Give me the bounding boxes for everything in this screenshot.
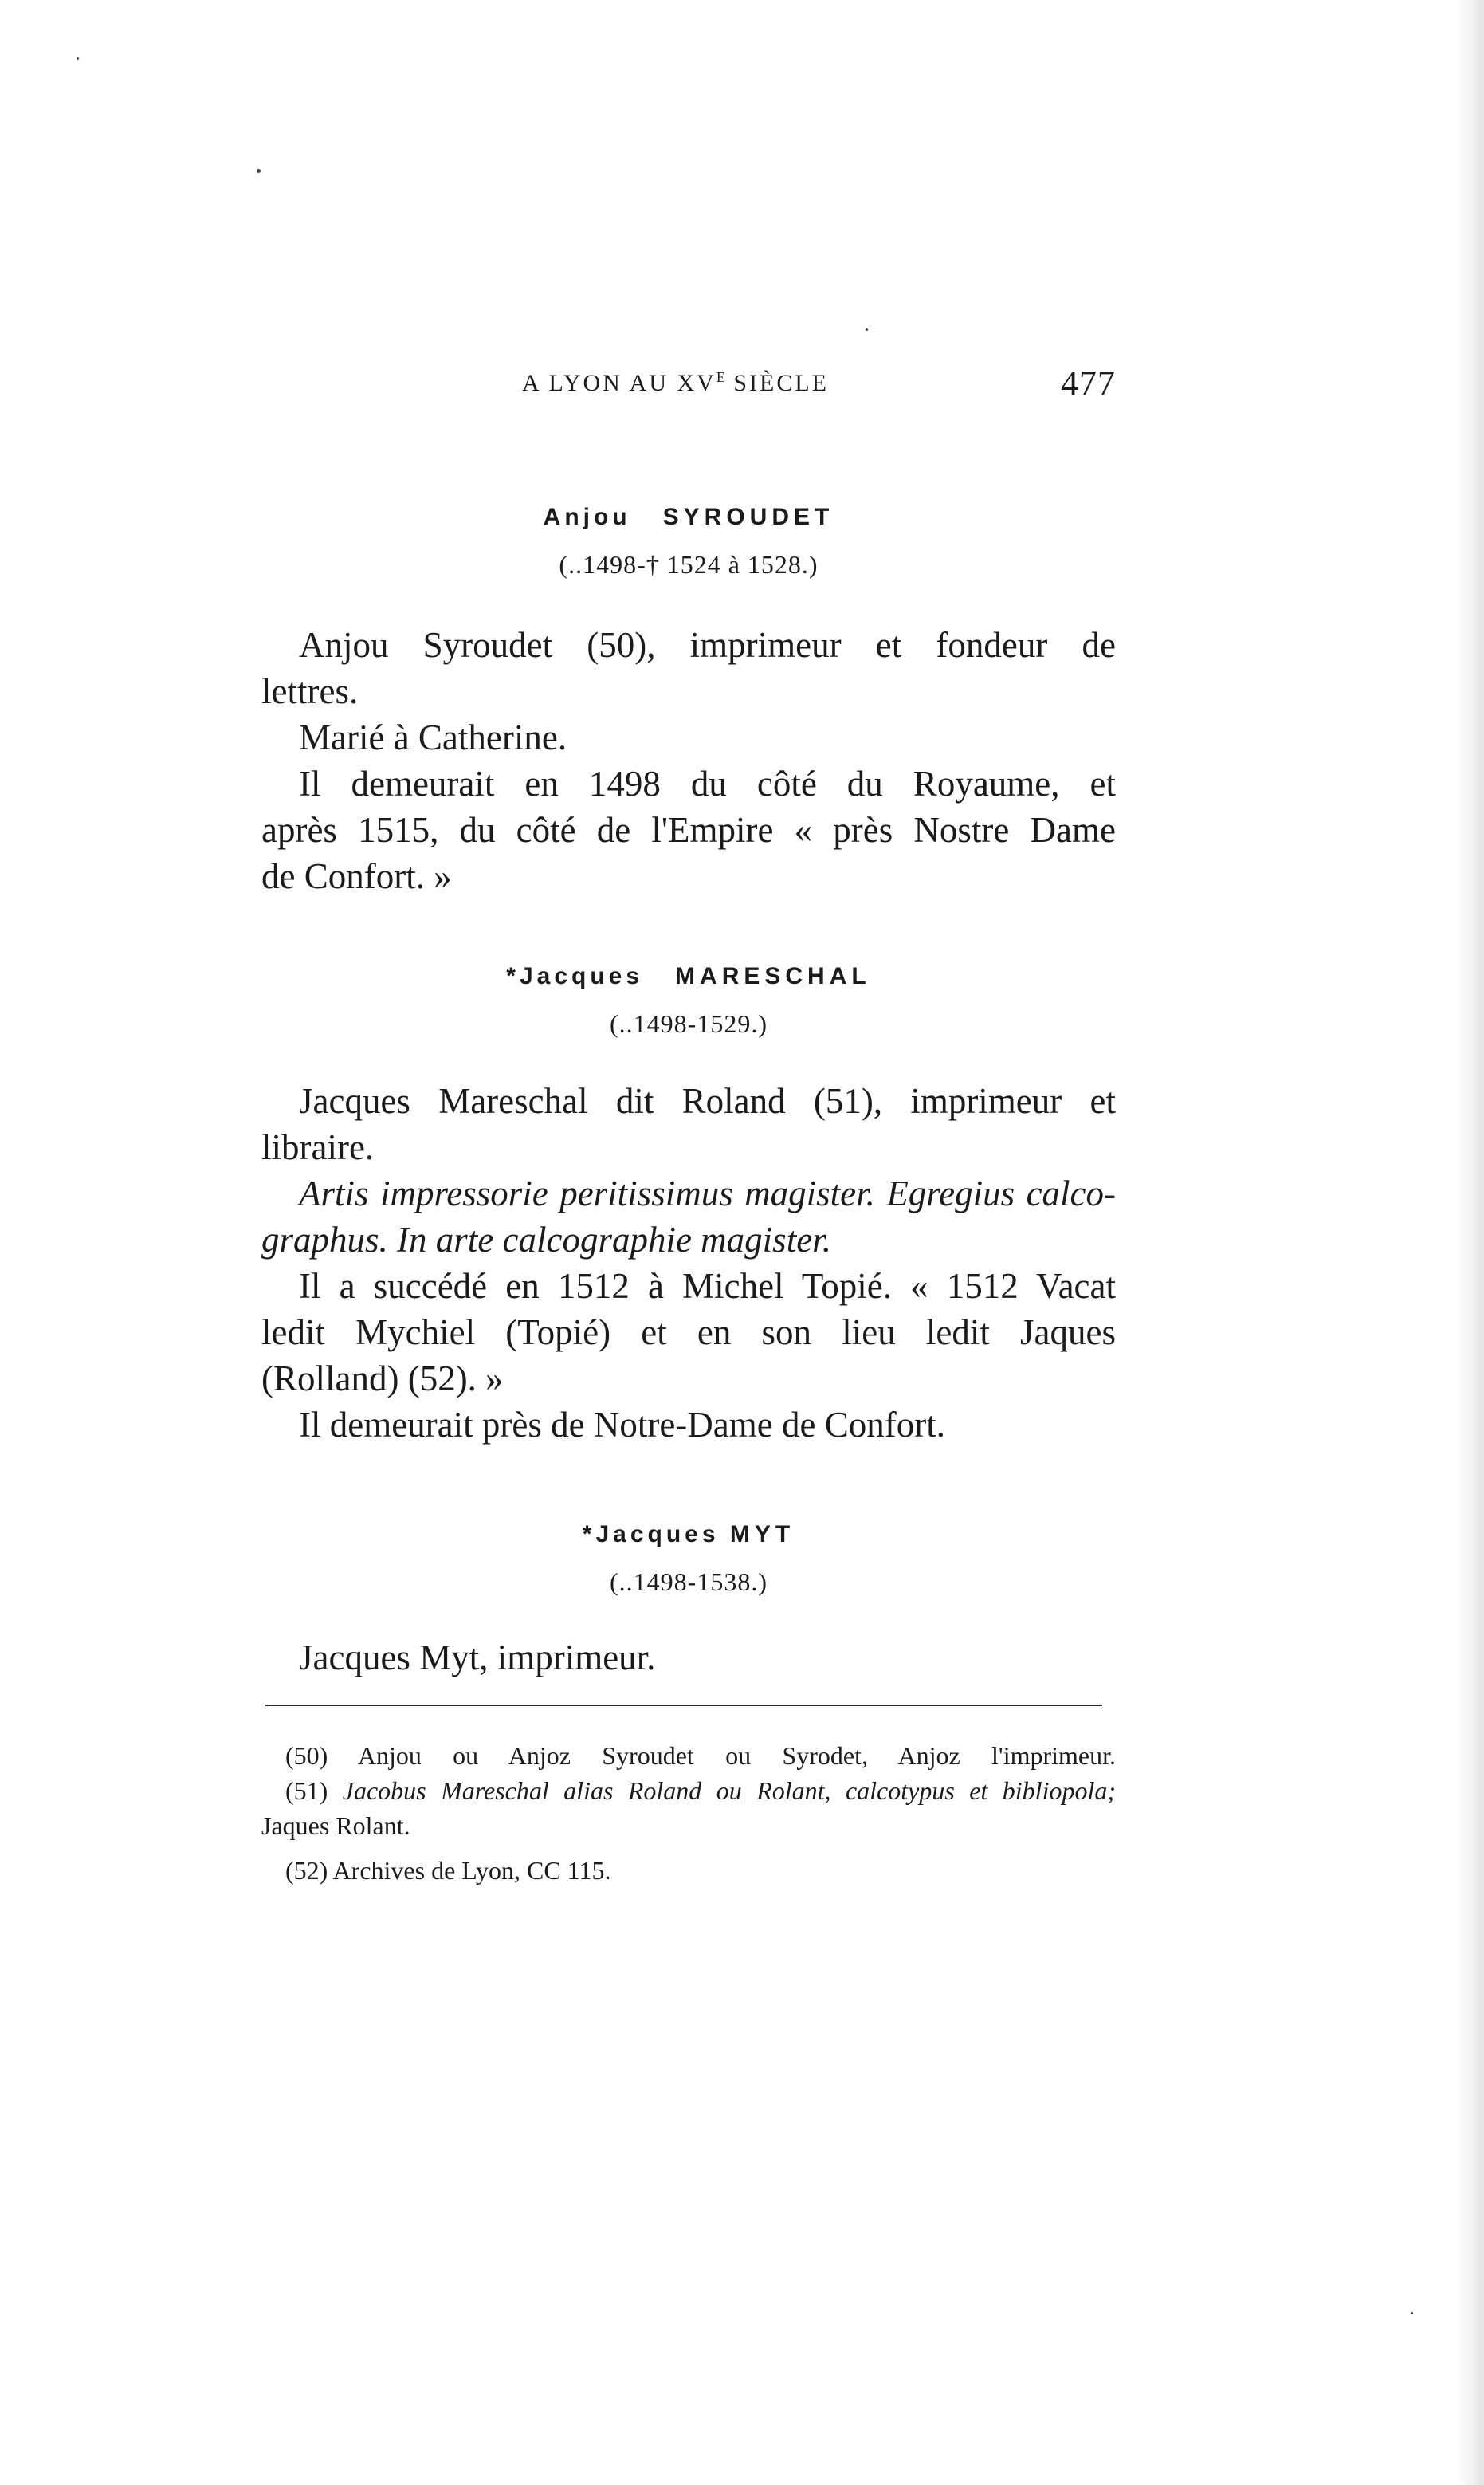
text-line: libraire. bbox=[261, 1127, 375, 1167]
scan-speck bbox=[77, 57, 79, 60]
text-line: de Confort. » bbox=[261, 856, 452, 896]
entry-last-name: SYROUDET bbox=[662, 504, 834, 530]
text-line: Marié à Catherine. bbox=[299, 718, 567, 757]
footnote-latin-text: Jacobus Mareschal alias Roland ou Rolant, calcotypus et bibliopola; bbox=[342, 1776, 1117, 1805]
entry-dates-syroudet: (..1498-† 1524 à 1528.) bbox=[559, 550, 819, 579]
text-line-latin: Artis impressorie peritissimus magister. Egregius calco- bbox=[299, 1174, 1116, 1213]
text-line: Il demeurait en 1498 du côté du Royaume, et bbox=[299, 764, 1116, 804]
entry-heading-mareschal bbox=[261, 963, 1116, 990]
text-line: Il a succédé en 1512 à Michel Topié. « 1512 Vacat bbox=[299, 1266, 1116, 1306]
entry-first-name: *Jacques bbox=[582, 1521, 720, 1547]
page-number: 477 bbox=[1061, 364, 1116, 403]
scan-speck bbox=[1411, 2312, 1413, 2314]
text-line: lettres. bbox=[261, 671, 359, 711]
entry-last-name: MARESCHAL bbox=[675, 963, 871, 989]
text-line: Anjou Syroudet (50), imprimeur et fondeur de bbox=[299, 625, 1116, 665]
page-header bbox=[522, 363, 1116, 411]
scan-speck bbox=[866, 328, 868, 331]
entry-first-name: Anjou bbox=[543, 504, 631, 530]
entry-dates-mareschal: (..1498-1529.) bbox=[610, 1009, 768, 1038]
text-line: après 1515, du côté de l'Empire « près Nostre Dame bbox=[261, 810, 1116, 850]
footnote-rule bbox=[265, 1705, 1102, 1706]
footnote-52: (52) Archives de Lyon, CC 115. bbox=[285, 1856, 611, 1885]
entry-last-name: MYT bbox=[729, 1521, 795, 1547]
footnote-number: (51) bbox=[285, 1776, 328, 1805]
text-line: ledit Mychiel (Topié) et en son lieu ledit Jaques bbox=[261, 1312, 1116, 1352]
text-line: Il demeurait près de Notre-Dame de Confort. bbox=[299, 1405, 945, 1445]
text-line: (Rolland) (52). » bbox=[261, 1358, 504, 1398]
footnote-50: (50) Anjou ou Anjoz Syroudet ou Syrodet, Anjoz l'imprimeur. bbox=[285, 1741, 1116, 1770]
entry-heading-syroudet bbox=[261, 504, 1116, 531]
footnote-51 bbox=[285, 1773, 1116, 1808]
footnote-51-continuation: Jaques Rolant. bbox=[261, 1811, 410, 1840]
running-head: A LYON AU $XV^E$ SIÈCLE bbox=[522, 369, 830, 396]
text-line-latin: graphus. In arte calcographie magister. bbox=[261, 1220, 831, 1260]
entry-dates-myt: (..1498-1538.) bbox=[610, 1567, 768, 1596]
entry-heading-myt bbox=[261, 1521, 1116, 1548]
running-head-superscript: E bbox=[716, 369, 725, 385]
entry-first-name: *Jacques bbox=[506, 963, 644, 989]
scan-speck bbox=[257, 169, 261, 173]
text-line: Jacques Myt, imprimeur. bbox=[299, 1638, 656, 1677]
page-edge-shadow bbox=[1455, 0, 1484, 2485]
text-line: Jacques Mareschal dit Roland (51), imprimeur et bbox=[299, 1081, 1116, 1121]
